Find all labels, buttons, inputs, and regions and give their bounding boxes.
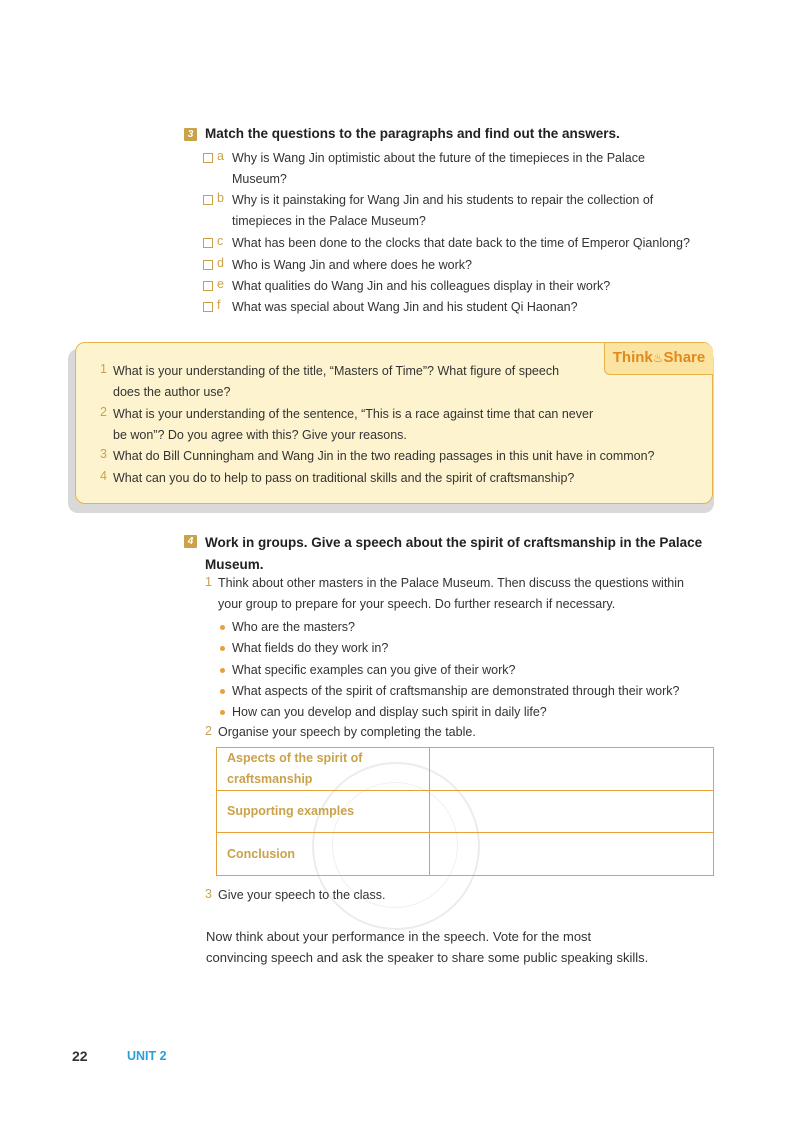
table-row [217, 833, 714, 876]
think-share-number: 4 [100, 469, 107, 483]
match-checkbox[interactable] [203, 260, 213, 270]
table-input-cell[interactable] [430, 748, 714, 791]
think-share-question-line: What can you do to help to pass on traditional skills and the spirit of craftsmanship? [113, 471, 575, 485]
match-checkbox[interactable] [203, 281, 213, 291]
step-number: 2 [205, 724, 212, 738]
exercise-heading [205, 532, 702, 576]
match-checkbox[interactable] [203, 153, 213, 163]
exercise-heading-line: Work in groups. Give a speech about the spirit of craftsmanship in the Palace [205, 535, 703, 550]
question-text-line: timepieces in the Palace Museum? [232, 214, 426, 228]
page-number: 22 [72, 1048, 88, 1064]
question-letter: b [217, 191, 224, 205]
question-letter: a [217, 149, 224, 163]
table-row [217, 748, 714, 791]
exercise-number-badge: 3 [184, 128, 197, 141]
bullet-text: How can you develop and display such spirit in daily life? [232, 705, 547, 719]
step-number: 3 [205, 887, 212, 901]
bullet-text: What aspects of the spirit of craftsmanship are demonstrated through their work? [232, 684, 680, 698]
think-share-tag-think: Think [612, 349, 653, 366]
match-checkbox[interactable] [203, 302, 213, 312]
question-text [232, 148, 645, 190]
question-text [232, 233, 690, 254]
question-letter: d [217, 256, 224, 270]
question-text-line: What was special about Wang Jin and his student Qi Haonan? [232, 300, 578, 314]
step-text-line: your group to prepare for your speech. Do further research if necessary. [218, 597, 616, 611]
match-checkbox[interactable] [203, 195, 213, 205]
question-text-line: Why is it painstaking for Wang Jin and his students to repair the collection of [232, 193, 654, 207]
table-label-cell [217, 748, 430, 791]
table-label-cell: Supporting examples [217, 791, 430, 833]
question-text [232, 276, 610, 297]
bullet-icon [220, 710, 225, 715]
table-label-line: craftsmanship [227, 772, 313, 786]
think-share-question-line: What is your understanding of the title, “Masters of Time”? What figure of speech [113, 364, 560, 378]
think-share-question-line: be won”? Do you agree with this? Give your reasons. [113, 428, 407, 442]
unit-label: UNIT 2 [127, 1049, 167, 1063]
think-share-tag-share: Share [663, 349, 706, 366]
closing-line: Now think about your performance in the speech. Vote for the most [206, 929, 592, 944]
question-letter: e [217, 277, 224, 291]
bullet-icon [220, 646, 225, 651]
table-input-cell[interactable] [430, 791, 714, 833]
table-label-line: Aspects of the spirit of [227, 751, 363, 765]
exercise-heading-line: Museum. [205, 557, 264, 572]
think-share-question [113, 404, 593, 446]
question-text-line: Museum? [232, 172, 287, 186]
bullet-icon [220, 689, 225, 694]
think-share-question-line: What do Bill Cunningham and Wang Jin in the two reading passages in this unit have in common? [113, 449, 655, 463]
question-text [232, 190, 653, 232]
closing-line: convincing speech and ask the speaker to share some public speaking skills. [206, 950, 649, 965]
exercise-number-badge: 4 [184, 535, 197, 548]
question-text [232, 255, 472, 276]
think-share-number: 3 [100, 447, 107, 461]
match-checkbox[interactable] [203, 238, 213, 248]
bullet-icon [220, 668, 225, 673]
bullet-icon [220, 625, 225, 630]
think-share-question [113, 446, 655, 467]
think-share-number: 2 [100, 405, 107, 419]
step-text-line: Think about other masters in the Palace Museum. Then discuss the questions within [218, 576, 684, 590]
lightbulb-icon: ♨ [652, 351, 664, 365]
question-text-line: What has been done to the clocks that date back to the time of Emperor Qianlong? [232, 236, 690, 250]
table-row [217, 791, 714, 833]
think-share-question [113, 361, 559, 403]
bullet-text: What specific examples can you give of their work? [232, 663, 516, 677]
question-text-line: Why is Wang Jin optimistic about the future of the timepieces in the Palace [232, 151, 645, 165]
think-share-question [113, 468, 574, 489]
exercise-heading: Match the questions to the paragraphs and find out the answers. [205, 126, 620, 141]
table-label-cell: Conclusion [217, 833, 430, 876]
question-text-line: Who is Wang Jin and where does he work? [232, 258, 472, 272]
bullet-text: Who are the masters? [232, 620, 355, 634]
question-letter: c [217, 234, 224, 248]
think-share-number: 1 [100, 362, 107, 376]
think-share-question-line: What is your understanding of the sentence, “This is a race against time that can never [113, 407, 594, 421]
step-text: Give your speech to the class. [218, 888, 386, 902]
speech-table [216, 747, 714, 876]
think-share-question-line: does the author use? [113, 385, 231, 399]
table-input-cell[interactable] [430, 833, 714, 876]
think-share-tag [604, 343, 713, 375]
closing-paragraph [206, 926, 648, 968]
question-text-line: What qualities do Wang Jin and his colleagues display in their work? [232, 279, 611, 293]
question-letter: f [217, 298, 221, 312]
bullet-text: What fields do they work in? [232, 641, 389, 655]
step-number: 1 [205, 575, 212, 589]
question-text [232, 297, 578, 318]
step-text [218, 573, 684, 615]
step-text: Organise your speech by completing the table. [218, 725, 476, 739]
